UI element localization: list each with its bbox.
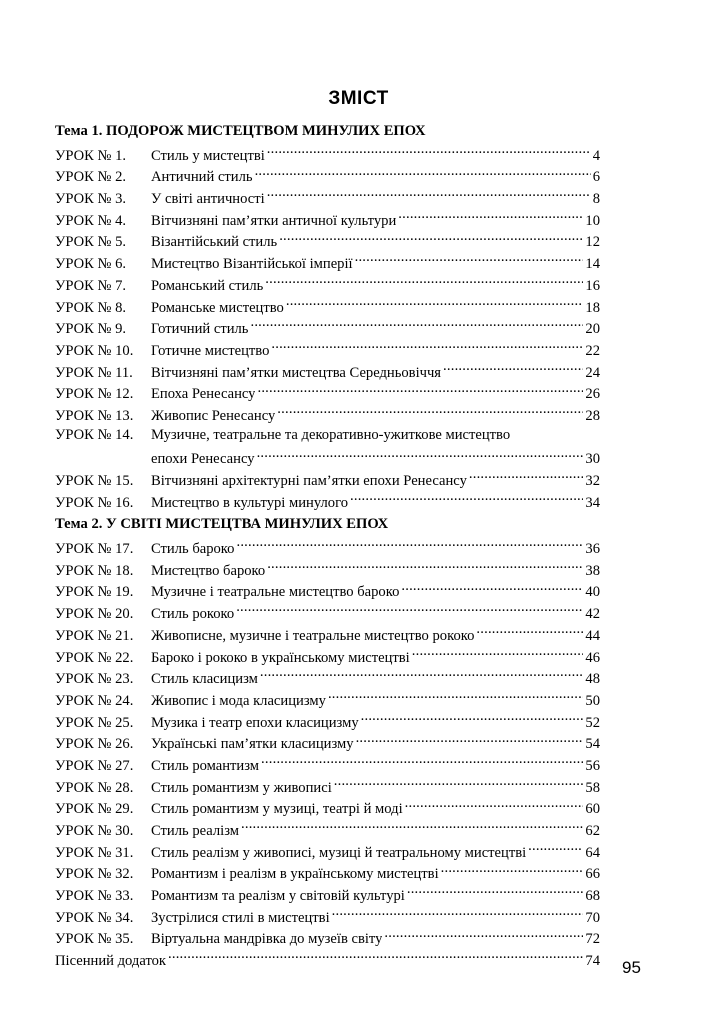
- lesson-title: Віртуальна мандрівка до музеїв світу: [151, 931, 383, 948]
- lesson-number: УРОК № 10.: [55, 342, 134, 359]
- lesson-title: Музичне, театральне та декоративно-ужиткове мистецтво: [151, 426, 511, 443]
- lesson-number: УРОК № 15.: [55, 473, 134, 489]
- lesson-number: УРОК № 22.: [55, 649, 134, 666]
- lesson-number: УРОК № 2.: [55, 169, 127, 186]
- lesson-title: Епоха Ренесансу: [151, 386, 256, 403]
- page-ref: 30: [585, 451, 600, 468]
- toc-entry: [55, 558, 600, 580]
- lesson-number: УРОК № 1.: [55, 147, 127, 164]
- lesson-title: Романтизм і реалізм в українському мистецтві: [151, 866, 439, 883]
- dot-leader: [168, 948, 583, 965]
- page-ref: 52: [585, 714, 600, 731]
- lesson-title-block: [151, 425, 600, 468]
- toc-entry: [55, 579, 600, 601]
- lesson-title: Стиль у мистецтві: [151, 147, 265, 164]
- page-ref: 68: [585, 888, 600, 905]
- table-of-contents: [55, 121, 600, 970]
- lesson-title: Вітчизняні архітектурні пам’ятки епохи Ренесансу: [151, 473, 467, 489]
- toc-entry: [55, 403, 600, 425]
- toc-entry: [55, 601, 600, 623]
- toc-entry: [55, 360, 600, 382]
- dot-leader: [398, 208, 583, 225]
- lesson-number: УРОК № 13.: [55, 407, 134, 424]
- lesson-number: УРОК № 14.: [55, 426, 134, 443]
- lesson-number: УРОК № 19.: [55, 584, 134, 601]
- lesson-title: Музика і театр епохи класицизму: [151, 714, 359, 731]
- lesson-number: УРОК № 7.: [55, 277, 127, 294]
- toc-entry: [55, 710, 600, 732]
- toc-entry: [55, 381, 600, 403]
- dot-leader: [350, 490, 583, 507]
- lesson-number: УРОК № 12.: [55, 386, 134, 403]
- lesson-title: Бароко і рококо в українському мистецтві: [151, 649, 410, 666]
- toc-entry: [55, 861, 600, 883]
- dot-leader: [255, 164, 591, 181]
- dot-leader: [528, 840, 583, 857]
- toc-entry: [55, 926, 600, 948]
- lesson-number: УРОК № 33.: [55, 888, 134, 905]
- dot-leader: [236, 601, 583, 618]
- lesson-number: УРОК № 5.: [55, 234, 127, 251]
- dot-leader: [407, 883, 584, 900]
- lesson-title: Стиль романтизм у музиці, театрі й моді: [151, 801, 403, 818]
- dot-leader: [355, 251, 584, 268]
- page-ref: 32: [585, 473, 600, 489]
- toc-entry: [55, 425, 600, 468]
- lesson-number: УРОК № 18.: [55, 562, 134, 579]
- lesson-title: Мистецтво в культурі минулого: [151, 494, 348, 511]
- toc-entry: [55, 251, 600, 273]
- dot-leader: [277, 403, 583, 420]
- dot-leader: [334, 775, 584, 792]
- lesson-number: УРОК № 28.: [55, 779, 134, 796]
- lesson-title: У світі античності: [151, 191, 265, 208]
- page-ref: 66: [585, 866, 600, 883]
- lesson-title: Живописне, музичне і театральне мистецтво рококо: [151, 627, 475, 644]
- page-ref: 16: [585, 277, 600, 294]
- lesson-title: Мистецтво Візантійської імперії: [151, 256, 353, 273]
- page-ref: 12: [585, 234, 600, 251]
- toc-entry: [55, 753, 600, 775]
- page-ref: 46: [585, 649, 600, 666]
- appendix-title: Пісенний додаток: [55, 953, 167, 970]
- lesson-title: Готичне мистецтво: [151, 342, 270, 359]
- toc-entry: [55, 208, 600, 230]
- toc-entry: [55, 840, 600, 862]
- lesson-title: Візантійський стиль: [151, 234, 278, 251]
- lesson-number: УРОК № 8.: [55, 299, 127, 316]
- dot-leader: [250, 316, 583, 333]
- dot-leader: [260, 666, 584, 683]
- page-ref: 24: [585, 364, 600, 381]
- dot-leader: [356, 731, 584, 748]
- toc-entry: [55, 666, 600, 688]
- section-heading: Тема 2. У СВІТІ МИСТЕЦТВА МИНУЛИХ ЕПОХ: [55, 516, 389, 533]
- toc-entry: [55, 164, 600, 186]
- lesson-title: Мистецтво бароко: [151, 562, 266, 579]
- toc-entry: [55, 536, 600, 558]
- page-ref: 28: [585, 407, 600, 424]
- page-ref: 72: [585, 931, 600, 948]
- toc-entry: [55, 883, 600, 905]
- page-ref: 36: [585, 541, 600, 558]
- dot-leader: [332, 905, 584, 922]
- page-ref: 26: [585, 386, 600, 403]
- toc-entry: [55, 818, 600, 840]
- dot-leader: [412, 645, 584, 662]
- page-ref: 4: [592, 147, 600, 164]
- lesson-title: Стиль рококо: [151, 606, 235, 623]
- toc-entry: [55, 645, 600, 667]
- lesson-title: Стиль реалізм у живописі, музиці й театральному мистецтві: [151, 844, 527, 861]
- dot-leader: [279, 229, 583, 246]
- page-ref: 14: [585, 256, 600, 273]
- dot-leader: [267, 186, 591, 203]
- toc-entry: [55, 143, 600, 165]
- page-ref: 34: [585, 494, 600, 511]
- lesson-title: Античний стиль: [151, 169, 253, 186]
- page-ref: 20: [585, 321, 600, 338]
- dot-leader: [443, 360, 583, 377]
- dot-leader: [241, 818, 583, 835]
- lesson-number: УРОК № 11.: [55, 364, 133, 381]
- lesson-number: УРОК № 9.: [55, 321, 127, 338]
- lesson-number: УРОК № 29.: [55, 801, 134, 818]
- page-ref: 62: [585, 823, 600, 839]
- lesson-title: Музичне і театральне мистецтво бароко: [151, 584, 400, 601]
- lesson-number: УРОК № 25.: [55, 714, 134, 731]
- page-ref: 64: [585, 844, 600, 861]
- lesson-title: Вітчизняні пам’ятки мистецтва Середньовіччя: [151, 364, 442, 381]
- lesson-title: Стиль бароко: [151, 541, 235, 558]
- lesson-number: УРОК № 30.: [55, 823, 134, 839]
- toc-entry: [55, 295, 600, 317]
- lesson-title: Живопис і мода класицизму: [151, 692, 326, 709]
- dot-leader: [236, 536, 583, 553]
- dot-leader: [261, 753, 583, 770]
- lesson-title: Стиль романтизм у живописі: [151, 779, 332, 796]
- dot-leader: [271, 338, 583, 355]
- dot-leader: [361, 710, 584, 727]
- dot-leader: [384, 926, 583, 943]
- lesson-number: УРОК № 34.: [55, 909, 134, 926]
- toc-entry: [55, 229, 600, 251]
- dot-leader: [476, 623, 583, 640]
- page-ref: 44: [585, 627, 600, 644]
- toc-entry: [55, 775, 600, 797]
- page-ref: 42: [585, 606, 600, 623]
- dot-leader: [469, 468, 584, 485]
- page-ref: 18: [585, 299, 600, 316]
- dot-leader: [328, 688, 583, 705]
- dot-leader: [405, 796, 584, 813]
- toc-entry: [55, 490, 600, 512]
- lesson-number: УРОК № 21.: [55, 627, 134, 644]
- dot-leader: [267, 143, 591, 160]
- lesson-title: Романський стиль: [151, 277, 264, 294]
- lesson-title: Зустрілися стилі в мистецтві: [151, 909, 330, 926]
- page-ref: 74: [585, 953, 600, 970]
- dot-leader: [286, 295, 584, 312]
- lesson-number: УРОК № 6.: [55, 256, 127, 273]
- dot-leader: [441, 861, 584, 878]
- page-ref: 6: [592, 169, 600, 186]
- lesson-title: Романтизм та реалізм у світовій культурі: [151, 888, 405, 905]
- toc-entry-appendix: [55, 948, 600, 970]
- section-heading: Тема 1. ПОДОРОЖ МИСТЕЦТВОМ МИНУЛИХ ЕПОХ: [55, 123, 426, 139]
- lesson-title: Вітчизняні пам’ятки античної культури: [151, 212, 397, 229]
- lesson-number: УРОК № 32.: [55, 866, 134, 883]
- lesson-number: УРОК № 4.: [55, 212, 127, 229]
- toc-entry: [55, 273, 600, 295]
- page-ref: 38: [585, 562, 600, 579]
- page-title: ЗМІСТ: [328, 88, 389, 109]
- page-number: 95: [622, 958, 641, 977]
- lesson-number: УРОК № 31.: [55, 844, 134, 861]
- toc-entry: [55, 623, 600, 645]
- toc-entry: [55, 468, 600, 490]
- page-ref: 70: [585, 909, 600, 926]
- dot-leader: [257, 446, 584, 463]
- page-ref: 48: [585, 671, 600, 688]
- lesson-title: Стиль класицизм: [151, 671, 258, 688]
- lesson-title: Живопис Ренесансу: [151, 407, 276, 424]
- page-ref: 56: [585, 757, 600, 774]
- toc-entry: [55, 905, 600, 927]
- page-ref: 54: [585, 736, 600, 753]
- lesson-number: УРОК № 26.: [55, 736, 134, 753]
- dot-leader: [401, 579, 583, 596]
- dot-leader: [257, 381, 583, 398]
- lesson-number: УРОК № 27.: [55, 757, 134, 774]
- page-ref: 58: [585, 779, 600, 796]
- dot-leader: [265, 273, 583, 290]
- page-ref: 8: [592, 191, 600, 208]
- toc-entry: [55, 186, 600, 208]
- page-ref: 60: [585, 801, 600, 818]
- lesson-title: Стиль реалізм: [151, 823, 240, 839]
- lesson-title: Романське мистецтво: [151, 299, 284, 316]
- toc-entry: [55, 688, 600, 710]
- lesson-number: УРОК № 23.: [55, 671, 134, 688]
- lesson-number: УРОК № 20.: [55, 606, 134, 623]
- page-ref: 40: [585, 584, 600, 601]
- lesson-title-line2: епохи Ренесансу: [151, 451, 255, 468]
- lesson-number: УРОК № 35.: [55, 931, 134, 948]
- toc-entry: [55, 731, 600, 753]
- lesson-title-continuation: [151, 446, 600, 468]
- lesson-number: УРОК № 17.: [55, 541, 134, 558]
- page-ref: 22: [585, 342, 600, 359]
- toc-entry: [55, 338, 600, 360]
- lesson-title: Стиль романтизм: [151, 757, 260, 774]
- toc-entry: [55, 796, 600, 818]
- lesson-title: Українські пам’ятки класицизму: [151, 736, 354, 753]
- page-ref: 50: [585, 692, 600, 709]
- lesson-title: Готичний стиль: [151, 321, 249, 338]
- lesson-number: УРОК № 16.: [55, 494, 134, 511]
- dot-leader: [267, 558, 583, 575]
- lesson-number: УРОК № 3.: [55, 191, 127, 208]
- page-ref: 10: [585, 212, 600, 229]
- lesson-number: УРОК № 24.: [55, 692, 134, 709]
- toc-entry: [55, 316, 600, 338]
